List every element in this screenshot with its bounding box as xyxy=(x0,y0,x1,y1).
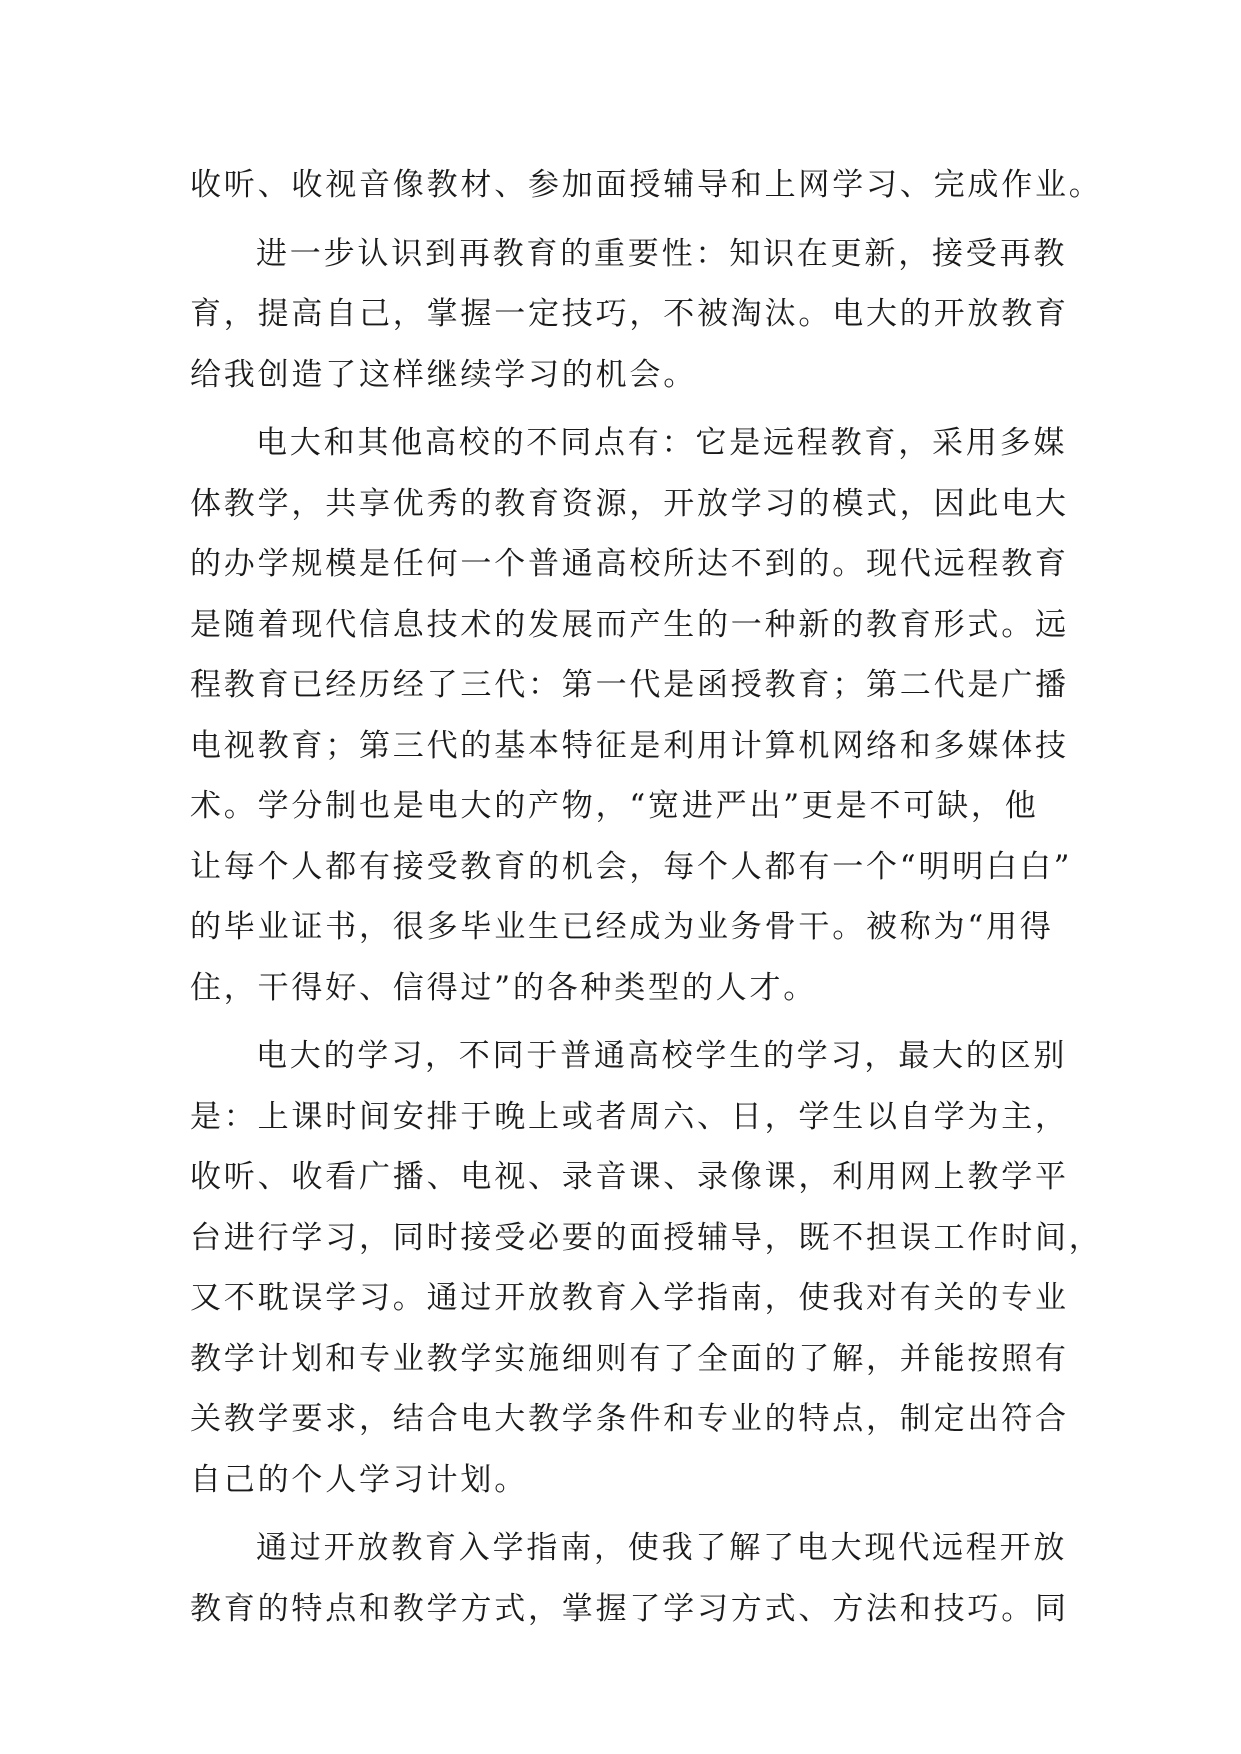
text-line: 让每个人都有接受教育的机会，每个人都有一个“明明白白” xyxy=(190,848,1073,885)
text-line: 给我创造了这样继续学习的机会。 xyxy=(190,356,697,393)
text-line: 程教育已经历经了三代：第一代是函授教育；第二代是广播 xyxy=(190,667,1069,703)
text-line: 收听、收视音像教材、参加面授辅导和上网学习、完成作业。 xyxy=(190,167,1103,203)
paragraph xyxy=(190,413,1073,1018)
text-line: 育，提高自己，掌握一定技巧，不被淘汰。电大的开放教育 xyxy=(190,296,1069,332)
text-line: 是随着现代信息技术的发展而产生的一种新的教育形式。远 xyxy=(190,606,1069,643)
text-line: 术。学分制也是电大的产物，“宽进严出”更是不可缺，他 xyxy=(190,788,1039,824)
text-line: 是：上课时间安排于晚上或者周六、日，学生以自学为主， xyxy=(190,1098,1069,1135)
document-body xyxy=(190,155,1103,1639)
paragraph xyxy=(190,155,1103,216)
text-line: 收听、收看广播、电视、录音课、录像课，利用网上教学平 xyxy=(190,1159,1069,1195)
paragraph xyxy=(190,1518,1069,1639)
paragraph xyxy=(190,224,1069,406)
text-line: 进一步认识到再教育的重要性：知识在更新，接受再教 xyxy=(256,235,1068,272)
text-line: 教学计划和专业教学实施细则有了全面的了解，并能按照有 xyxy=(190,1340,1069,1377)
text-line: 住，干得好、信得过”的各种类型的人才。 xyxy=(190,969,818,1006)
text-line: 关教学要求，结合电大教学条件和专业的特点，制定出符合 xyxy=(190,1401,1069,1437)
text-line: 的毕业证书，很多毕业生已经成为业务骨干。被称为“用得 xyxy=(190,909,1054,945)
text-line: 电大和其他高校的不同点有：它是远程教育，采用多媒 xyxy=(256,425,1068,461)
text-line: 体教学，共享优秀的教育资源，开放学习的模式，因此电大 xyxy=(190,485,1069,522)
text-line: 台进行学习，同时接受必要的面授辅导，既不担误工作时间， xyxy=(190,1219,1103,1256)
text-line: 自己的个人学习计划。 xyxy=(190,1461,528,1498)
text-line: 教育的特点和教学方式，掌握了学习方式、方法和技巧。同 xyxy=(190,1590,1069,1627)
text-line: 电视教育；第三代的基本特征是利用计算机网络和多媒体技 xyxy=(190,727,1069,764)
text-line: 的办学规模是任何一个普通高校所达不到的。现代远程教育 xyxy=(190,546,1069,582)
text-line: 又不耽误学习。通过开放教育入学指南，使我对有关的专业 xyxy=(190,1280,1069,1316)
text-line: 通过开放教育入学指南，使我了解了电大现代远程开放 xyxy=(256,1530,1068,1566)
paragraph xyxy=(190,1026,1103,1510)
text-line: 电大的学习，不同于普通高校学生的学习，最大的区别 xyxy=(256,1038,1068,1074)
